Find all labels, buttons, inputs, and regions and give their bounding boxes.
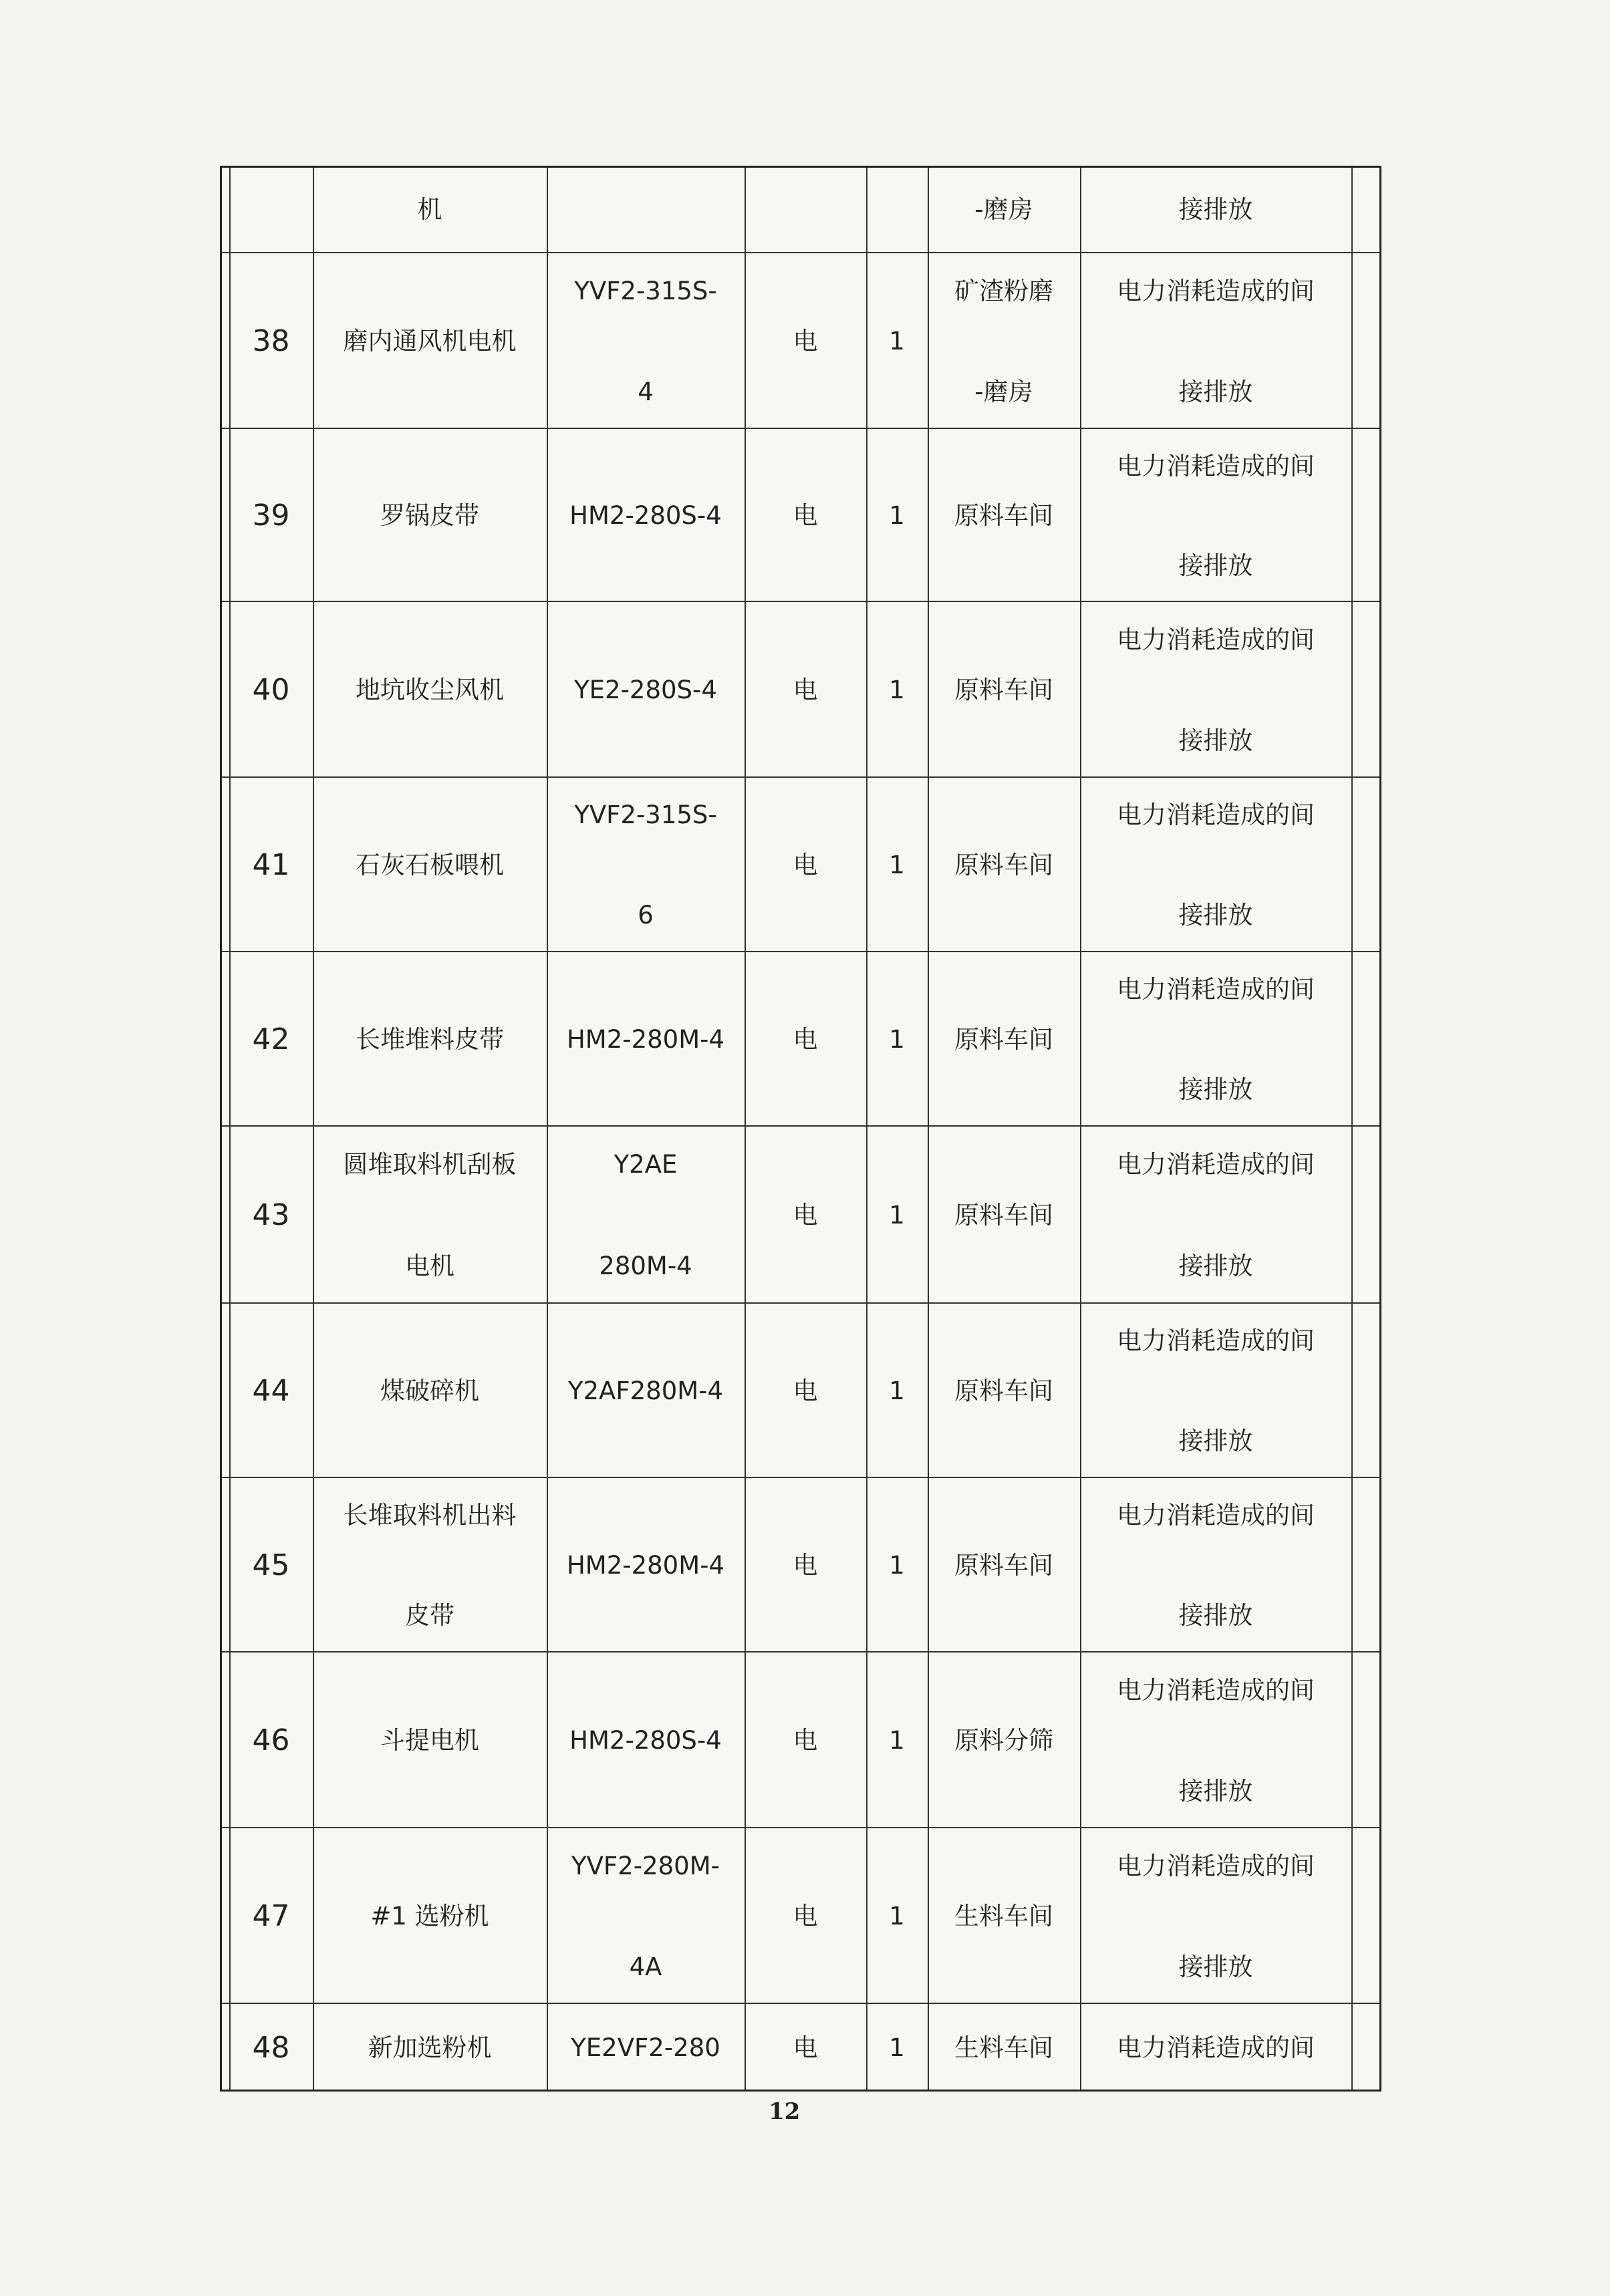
cell-no <box>229 954 313 1125</box>
cell-name <box>313 1655 547 1827</box>
cell-location <box>928 255 1080 428</box>
cell-text: 接排放 <box>1178 551 1253 580</box>
cell-text: 1 <box>889 1726 905 1755</box>
cell-text: 电力消耗造成的间 <box>1117 276 1315 305</box>
cell-model <box>547 431 745 601</box>
cell-emission <box>1080 604 1351 776</box>
cell-text: 电 <box>793 2033 818 2062</box>
cell-text: 电力消耗造成的间 <box>1117 801 1315 829</box>
table-row <box>222 1480 1379 1653</box>
cell-text: 4 <box>638 377 654 406</box>
cell-text: 电力消耗造成的间 <box>1117 2033 1315 2062</box>
table-row <box>222 168 1379 253</box>
cell-emission <box>1080 1655 1351 1827</box>
cell-text: 皮带 <box>405 1601 454 1630</box>
cell-qty <box>866 780 928 951</box>
cell-text: 电 <box>793 501 818 530</box>
cell-text: 地坑收尘风机 <box>356 676 504 704</box>
cell-text: 电机 <box>405 1252 454 1280</box>
cell-text: 1 <box>889 1902 905 1930</box>
cell-text: HM2-280M-4 <box>566 1551 725 1580</box>
cell-no <box>229 1655 313 1827</box>
cell-text: YVF2-315S- <box>574 276 717 305</box>
cell-no <box>229 1306 313 1477</box>
cell-name <box>313 1306 547 1477</box>
cell-name <box>313 604 547 776</box>
cell-text: 39 <box>252 498 290 533</box>
cell-text: 接排放 <box>1178 1427 1253 1455</box>
cell-text: HM2-280S-4 <box>569 501 722 530</box>
cell-text: 原料车间 <box>954 851 1053 879</box>
cell-name <box>313 255 547 428</box>
cell-emission <box>1080 954 1351 1125</box>
cell-text: 原料分筛 <box>954 1726 1053 1755</box>
page-number: 12 <box>769 2098 801 2125</box>
cell-text: 1 <box>889 1551 905 1580</box>
cell-location <box>928 604 1080 776</box>
cell-text: 接排放 <box>1178 1075 1253 1104</box>
cell-text: 电力消耗造成的间 <box>1117 1675 1315 1705</box>
cell-text: 原料车间 <box>954 501 1053 530</box>
cell-text: 生料车间 <box>954 2033 1053 2062</box>
cell-text: 磨内通风机电机 <box>343 327 517 355</box>
table-row <box>222 1830 1379 2004</box>
cell-text: 4A <box>629 1952 662 1981</box>
cell-qty <box>866 255 928 428</box>
table-row <box>222 2006 1379 2090</box>
cell-energy <box>745 1655 866 1827</box>
table-row <box>222 1655 1379 1828</box>
cell-text: 电力消耗造成的间 <box>1117 975 1315 1004</box>
cell-text: 44 <box>252 1374 290 1408</box>
cell-model <box>547 1480 745 1651</box>
cell-text: 45 <box>252 1548 290 1582</box>
cell-text: 电力消耗造成的间 <box>1117 1501 1315 1530</box>
cell-model <box>547 255 745 428</box>
cell-text: Y2AF280M-4 <box>567 1377 724 1405</box>
cell-name <box>313 431 547 601</box>
cell-qty <box>866 1306 928 1477</box>
cell-qty <box>866 168 928 252</box>
cell-emission <box>1080 1480 1351 1651</box>
cell-text: 接排放 <box>1178 1952 1253 1981</box>
cell-text: 40 <box>252 673 290 707</box>
cell-text: -磨房 <box>974 377 1033 406</box>
cell-model <box>547 2006 745 2090</box>
cell-text: YVF2-315S- <box>574 801 717 829</box>
table-row <box>222 780 1379 952</box>
cell-model <box>547 604 745 776</box>
cell-qty <box>866 1480 928 1651</box>
cell-text: 1 <box>889 1025 905 1054</box>
cell-text: 43 <box>252 1198 290 1232</box>
cell-text: 42 <box>252 1022 290 1056</box>
equipment-table <box>220 166 1381 2092</box>
cell-text: 接排放 <box>1178 195 1253 224</box>
table-row <box>222 255 1379 429</box>
cell-text: 石灰石板喂机 <box>356 851 504 879</box>
cell-energy <box>745 604 866 776</box>
cell-energy <box>745 1480 866 1651</box>
cell-text: 1 <box>889 851 905 879</box>
cell-energy <box>745 780 866 951</box>
cell-energy <box>745 1129 866 1302</box>
cell-text: 接排放 <box>1178 726 1253 755</box>
cell-text: 原料车间 <box>954 1025 1053 1054</box>
cell-energy <box>745 1306 866 1477</box>
cell-name <box>313 1129 547 1302</box>
cell-text: YVF2-280M- <box>571 1851 720 1880</box>
cell-text: 电力消耗造成的间 <box>1117 1150 1315 1179</box>
cell-qty <box>866 431 928 601</box>
cell-location <box>928 2006 1080 2090</box>
cell-text: Y2AE <box>614 1150 678 1179</box>
table-row <box>222 1129 1379 1304</box>
cell-model <box>547 1655 745 1827</box>
cell-emission <box>1080 1129 1351 1302</box>
cell-text: 1 <box>889 1377 905 1405</box>
cell-text: 电 <box>793 851 818 879</box>
table-row <box>222 1306 1379 1478</box>
cell-text: 电 <box>793 1025 818 1054</box>
cell-text: 原料车间 <box>954 676 1053 704</box>
cell-qty <box>866 1129 928 1302</box>
cell-text: 原料车间 <box>954 1551 1053 1580</box>
cell-no <box>229 780 313 951</box>
cell-name <box>313 2006 547 2090</box>
cell-text: 1 <box>889 2033 905 2062</box>
cell-location <box>928 780 1080 951</box>
cell-text: YE2-280S-4 <box>574 676 717 704</box>
cell-energy <box>745 954 866 1125</box>
cell-text: 长堆取料机出料 <box>343 1501 517 1530</box>
cell-no <box>229 604 313 776</box>
cell-no <box>229 2006 313 2090</box>
cell-emission <box>1080 780 1351 951</box>
cell-text: 长堆堆料皮带 <box>356 1025 504 1054</box>
cell-text: 电 <box>793 327 818 355</box>
cell-emission <box>1080 255 1351 428</box>
cell-no <box>229 1830 313 2003</box>
cell-no <box>229 1480 313 1651</box>
cell-text: 接排放 <box>1178 1776 1253 1806</box>
cell-text: 电力消耗造成的间 <box>1117 1851 1315 1880</box>
cell-text: 接排放 <box>1178 1601 1253 1630</box>
cell-model <box>547 1129 745 1302</box>
cell-text: 电 <box>793 1726 818 1755</box>
cell-text: 6 <box>638 901 654 929</box>
cell-text: 斗提电机 <box>380 1726 479 1755</box>
cell-text: 电 <box>793 1201 818 1230</box>
cell-name <box>313 780 547 951</box>
cell-text: 47 <box>252 1899 290 1933</box>
cell-text: 电力消耗造成的间 <box>1117 451 1315 480</box>
cell-location <box>928 168 1080 252</box>
cell-text: YE2VF2-280 <box>571 2033 720 2062</box>
cell-no <box>229 431 313 601</box>
cell-text: 48 <box>252 2030 290 2065</box>
cell-text: 1 <box>889 1201 905 1230</box>
table-row <box>222 604 1379 778</box>
cell-no <box>229 168 313 252</box>
cell-model <box>547 954 745 1125</box>
cell-location <box>928 431 1080 601</box>
cell-text: 1 <box>889 327 905 355</box>
cell-emission <box>1080 168 1351 252</box>
cell-text: 原料车间 <box>954 1377 1053 1405</box>
cell-energy <box>745 168 866 252</box>
cell-energy <box>745 1830 866 2003</box>
cell-location <box>928 1655 1080 1827</box>
cell-model <box>547 168 745 252</box>
cell-location <box>928 954 1080 1125</box>
cell-emission <box>1080 1306 1351 1477</box>
cell-text: 电 <box>793 1377 818 1405</box>
table-row <box>222 431 1379 602</box>
cell-name <box>313 1480 547 1651</box>
cell-model <box>547 780 745 951</box>
cell-text: 38 <box>252 324 290 358</box>
cell-text: 电 <box>793 1551 818 1580</box>
cell-text: 新加选粉机 <box>368 2033 492 2062</box>
cell-text: 电力消耗造成的间 <box>1117 625 1315 654</box>
cell-text: 电力消耗造成的间 <box>1117 1326 1315 1355</box>
cell-text: 电 <box>793 676 818 704</box>
cell-emission <box>1080 431 1351 601</box>
cell-text: -磨房 <box>974 195 1033 224</box>
cell-model <box>547 1830 745 2003</box>
cell-model <box>547 1306 745 1477</box>
cell-text: 接排放 <box>1178 377 1253 406</box>
cell-location <box>928 1129 1080 1302</box>
cell-text: 46 <box>252 1723 290 1757</box>
cell-qty <box>866 2006 928 2090</box>
table-row <box>222 954 1379 1127</box>
cell-emission <box>1080 1830 1351 2003</box>
cell-text: 接排放 <box>1178 1252 1253 1280</box>
cell-text: 41 <box>252 848 290 882</box>
cell-no <box>229 1129 313 1302</box>
cell-text: 1 <box>889 501 905 530</box>
cell-text: 煤破碎机 <box>380 1377 479 1405</box>
cell-text: #1 选粉机 <box>370 1902 489 1930</box>
cell-text: 罗锅皮带 <box>380 501 479 530</box>
cell-text: HM2-280S-4 <box>569 1726 722 1755</box>
cell-no <box>229 255 313 428</box>
cell-qty <box>866 604 928 776</box>
cell-text: 接排放 <box>1178 901 1253 929</box>
cell-text: 电 <box>793 1902 818 1930</box>
cell-location <box>928 1480 1080 1651</box>
cell-text: 原料车间 <box>954 1201 1053 1230</box>
cell-text: 1 <box>889 676 905 704</box>
cell-location <box>928 1306 1080 1477</box>
cell-text: 矿渣粉磨 <box>954 276 1053 305</box>
cell-qty <box>866 1655 928 1827</box>
cell-energy <box>745 255 866 428</box>
cell-energy <box>745 431 866 601</box>
cell-text: 280M-4 <box>599 1252 692 1280</box>
cell-qty <box>866 954 928 1125</box>
cell-text: HM2-280M-4 <box>566 1025 725 1054</box>
cell-name <box>313 954 547 1125</box>
cell-name <box>313 1830 547 2003</box>
cell-emission <box>1080 2006 1351 2090</box>
cell-energy <box>745 2006 866 2090</box>
cell-text: 圆堆取料机刮板 <box>343 1150 517 1179</box>
cell-name <box>313 168 547 252</box>
cell-location <box>928 1830 1080 2003</box>
cell-text: 机 <box>417 195 442 224</box>
cell-qty <box>866 1830 928 2003</box>
cell-text: 生料车间 <box>954 1902 1053 1930</box>
